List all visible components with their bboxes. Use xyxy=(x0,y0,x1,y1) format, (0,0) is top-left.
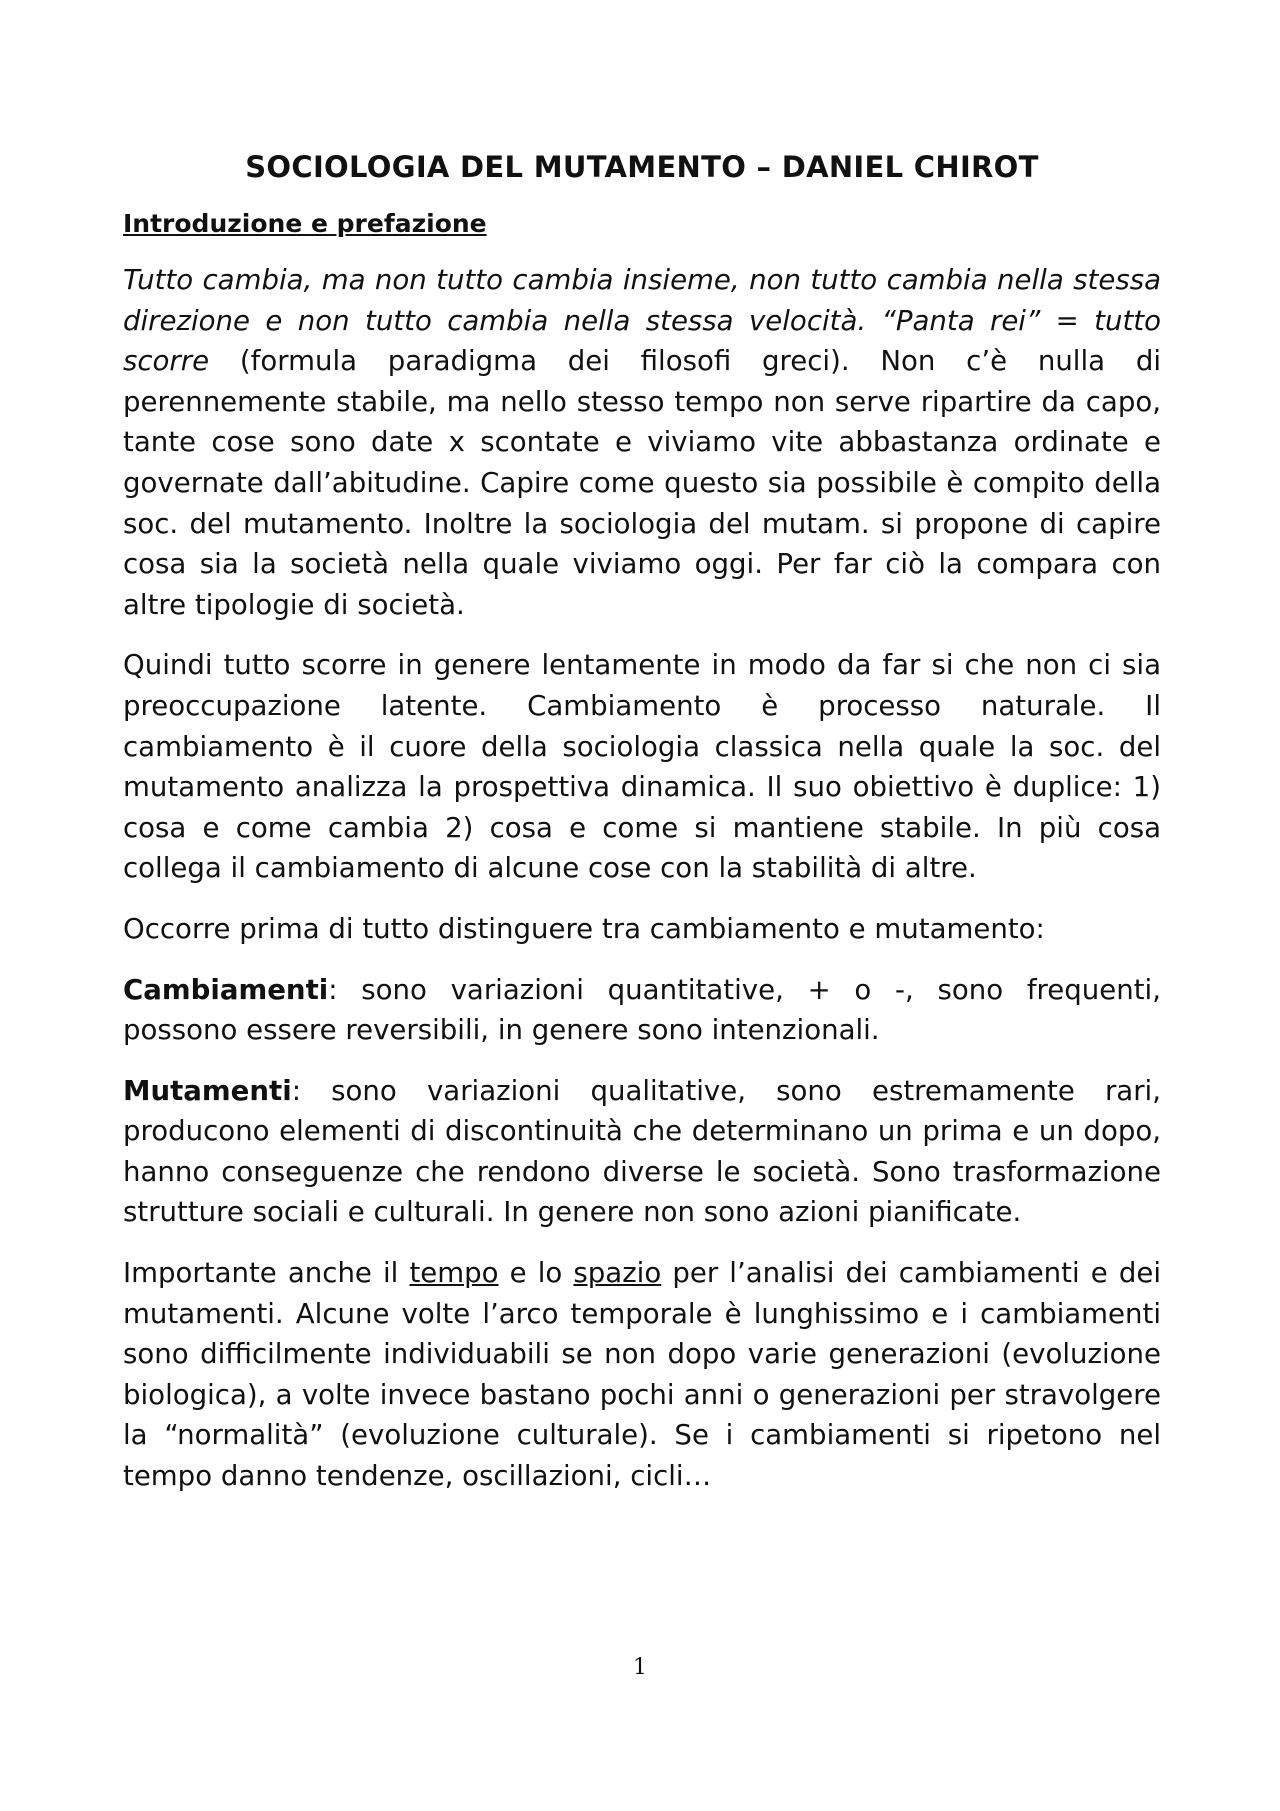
italic-intro-text: Tutto cambia, ma non tutto cambia insieme, non tutto cambia nella stessa direzione e non tutto cambia nella stessa velocità. “Panta rei” = tutto scorre xyxy=(123,263,1161,378)
document-title: SOCIOLOGIA DEL MUTAMENTO – DANIEL CHIROT xyxy=(245,150,1039,184)
tempo-spazio-part3: per l’analisi dei cambiamenti e dei mutamenti. Alcune volte l’arco temporale è lunghissimo e i cambiamenti sono difficilmente individuabili se non dopo varie generazioni (evoluzione biologica), a volte invece bastano pochi anni o generazioni per stravolgere la “normalità” (evoluzione culturale). Se i cambiamenti si ripetono nel tempo danno tendenze, oscillazioni, cicli… xyxy=(123,1256,1161,1493)
term-mutamenti: Mutamenti xyxy=(123,1073,292,1107)
underlined-spazio: spazio xyxy=(573,1256,662,1290)
underlined-tempo: tempo xyxy=(409,1256,499,1290)
tempo-spazio-part1: Importante anche il xyxy=(123,1256,410,1290)
paragraph-mutamenti xyxy=(123,1071,1161,1233)
paragraph-intro xyxy=(123,260,1161,625)
page-number: 1 xyxy=(633,1655,647,1680)
definition-cambiamenti: : sono variazioni quantitative, + o -, sono frequenti, possono essere reversibili, in genere sono intenzionali. xyxy=(123,972,1161,1047)
term-cambiamenti: Cambiamenti xyxy=(123,972,329,1006)
tempo-spazio-part2: e lo xyxy=(498,1256,574,1290)
paragraph-tempo-spazio xyxy=(123,1253,1161,1497)
definition-mutamenti: : sono variazioni qualitative, sono estremamente rari, producono elementi di discontinuità che determinano un prima e un dopo, hanno conseguenze che rendono diverse le società. Sono trasformazione strutture sociali e culturali. In genere non sono azioni pianificate. xyxy=(123,1073,1161,1229)
paragraph-cambiamenti xyxy=(123,970,1161,1051)
intro-rest-text: (formula paradigma dei filosofi greci). Non c’è nulla di perennemente stabile, ma nello stesso tempo non serve ripartire da capo, tante cose sono date x scontate e viviamo vite abbastanza ordinate e governate dall’abitudine. Capire come questo sia possibile è compito della soc. del mutamento. Inoltre la sociologia del mutam. si propone di capire cosa sia la società nella quale viviamo oggi. Per far ciò la compara con altre tipologie di società. xyxy=(123,344,1161,621)
document-page xyxy=(123,148,1161,1517)
paragraph-tutto-scorre: Quindi tutto scorre in genere lentamente in modo da far si che non ci sia preoccupazione latente. Cambiamento è processo naturale. Il cambiamento è il cuore della sociologia classica nella quale la soc. del mutamento analizza la prospettiva dinamica. Il suo obiettivo è duplice: 1) cosa e come cambia 2) cosa e come si mantiene stabile. In più cosa collega il cambiamento di alcune cose con la stabilità di altre. xyxy=(123,648,1161,885)
section-heading: Introduzione e prefazione xyxy=(123,209,487,238)
paragraph-distinzione: Occorre prima di tutto distinguere tra cambiamento e mutamento: xyxy=(123,911,1045,945)
